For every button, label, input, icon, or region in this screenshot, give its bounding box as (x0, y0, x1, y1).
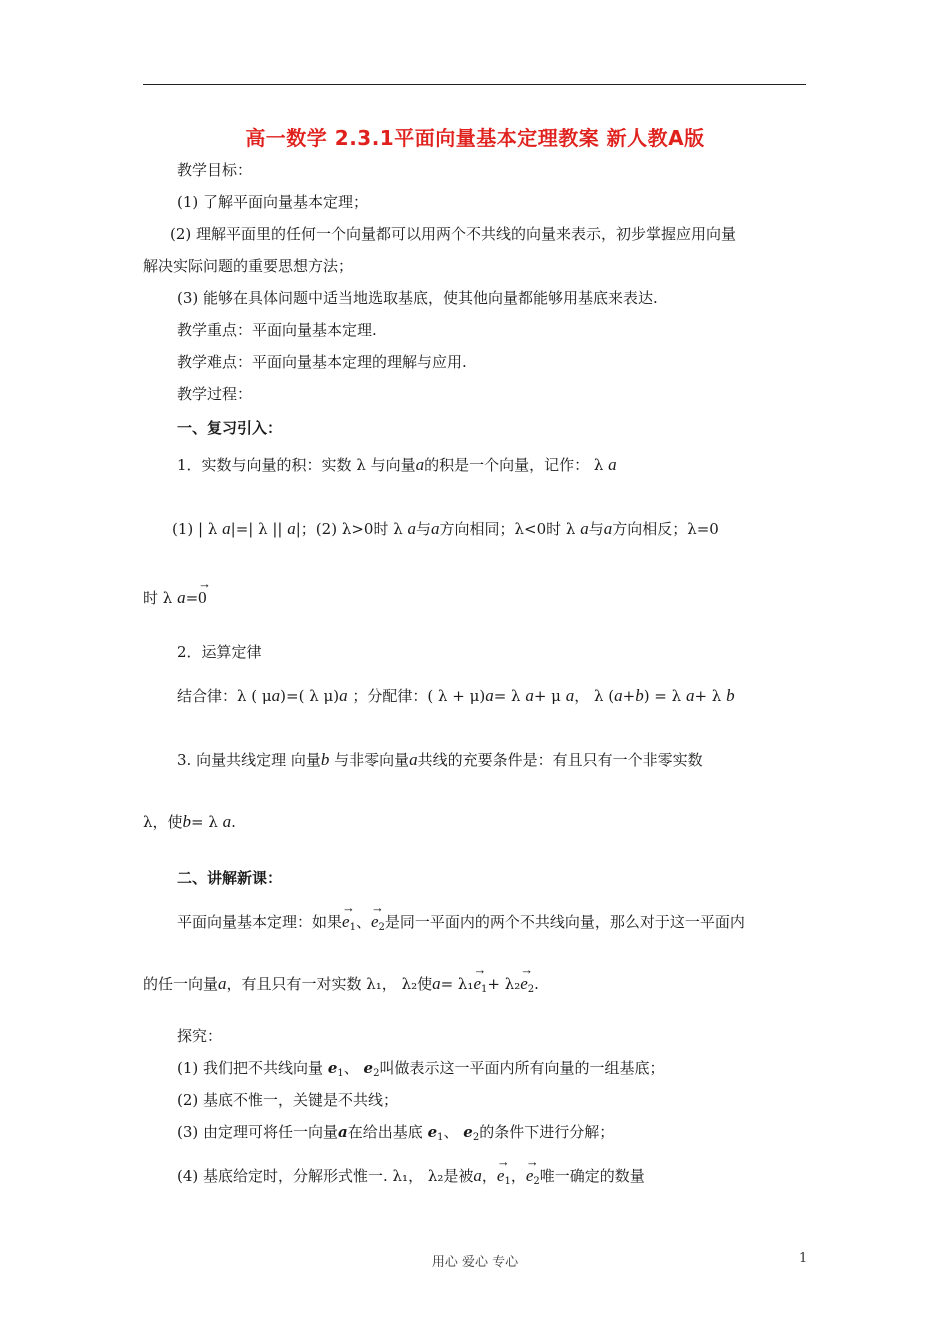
props-text: |=| λ || (230, 520, 288, 538)
law-text: ， λ ( (574, 687, 615, 705)
vector-e1: e (327, 1059, 338, 1077)
explore-text: 唯一确定的数量 (539, 1167, 645, 1185)
props-text: 与 (416, 520, 432, 538)
vector-a: a (431, 519, 440, 538)
theorem-text: . (534, 975, 539, 993)
page-number: 1 (799, 1251, 808, 1266)
item1-props-line2: 时 λ a=→ 0 (143, 588, 207, 608)
item3-text: 3. 向量共线定理 向量 (177, 751, 321, 769)
key-point: 教学重点：平面向量基本定理. (177, 321, 377, 339)
vector-a: a (580, 519, 589, 538)
item3-text: . (231, 813, 236, 831)
props-text: 方向相反；λ=0 (612, 520, 719, 538)
vector-e2: → e (520, 974, 528, 994)
explore-4 (177, 1166, 645, 1192)
subscript: 1 (437, 1132, 444, 1143)
theorem-text: = λ₁ (440, 975, 474, 993)
vector-e1: → e (473, 974, 481, 994)
explore-heading: 探究： (177, 1027, 223, 1045)
explore-text: 在给出基底 (347, 1123, 423, 1141)
vector-b: b (320, 750, 330, 769)
law-text: 结合律：λ ( μ (177, 687, 272, 705)
item2-heading: 2．运算定律 (177, 643, 262, 661)
vector-e2: e (463, 1123, 473, 1141)
explore-3 (177, 1122, 614, 1148)
vector-a: a (415, 455, 425, 474)
subscript: 2 (378, 922, 385, 933)
explore-text: 、 (443, 1123, 459, 1141)
law-text: )=( λ μ) (280, 687, 340, 705)
vector-e1: e (427, 1123, 438, 1141)
objective-2: (2) 理解平面里的任何一个向量都可以用两个不共线的向量来表示，初步掌握应用向量 (170, 225, 737, 243)
law-text: + λ (694, 687, 722, 705)
vector-a: a (565, 686, 575, 705)
item1-line (177, 455, 617, 475)
vector-a: a (473, 1166, 482, 1185)
item3-text: = λ (191, 813, 218, 831)
theorem-text: 的任一向量 (143, 975, 219, 993)
vector-a: a (222, 812, 232, 831)
vector-e1: → e (342, 912, 350, 932)
process-heading: 教学过程： (177, 385, 253, 403)
subscript: 1 (504, 1176, 511, 1187)
section1-heading: 一、复习引入： (177, 419, 283, 437)
vector-a: a (608, 455, 617, 474)
document-title: 高一数学 2.3.1平面向量基本定理教案 新人教A版 (245, 126, 705, 150)
zero-vector: → 0 (198, 588, 207, 608)
subscript: 1 (349, 922, 356, 933)
subscript: 2 (527, 984, 535, 995)
theorem-text: ，有且只有一对实数 λ₁， λ₂使 (226, 975, 433, 993)
item3-line2 (143, 812, 236, 832)
subscript: 2 (373, 1068, 380, 1079)
item1-props-line (172, 519, 719, 539)
explore-text: ， (510, 1167, 526, 1185)
vector-a: a (614, 686, 623, 705)
theorem-text: 是同一平面内的两个不共线向量，那么对于这一平面内 (384, 913, 745, 931)
objective-1: (1) 了解平面向量基本定理； (177, 193, 369, 211)
props-text: |；(2) λ>0时 λ (295, 520, 403, 538)
explore-text: 的条件下进行分解； (479, 1123, 615, 1141)
explore-2: (2) 基底不惟一，关键是不共线； (177, 1091, 399, 1109)
item1-text: 1．实数与向量的积：实数 λ 与向量 (177, 456, 416, 474)
vector-a: a (525, 686, 534, 705)
objective-3: (3) 能够在具体问题中适当地选取基底，使其他向量都能够用基底来表达. (177, 289, 658, 307)
item3-line (177, 750, 703, 770)
theorem-text: 、 (355, 913, 371, 931)
vector-b: b (635, 686, 644, 705)
item3-text: 与非零向量 (334, 751, 410, 769)
props-text: 与 (588, 520, 604, 538)
page-footer: 用心 爱心 专心 (431, 1255, 519, 1270)
props-text: 方向相同；λ<0时 λ (439, 520, 576, 538)
subscript: 1 (481, 984, 488, 995)
explore-text: 、 (343, 1059, 359, 1077)
explore-1 (177, 1058, 664, 1084)
vector-a: a (485, 686, 494, 705)
item3-text: 共线的充要条件是：有且只有一个非零实数 (417, 751, 703, 769)
item1-text2: 的积是一个向量，记作： λ (424, 456, 604, 474)
subscript: 1 (337, 1068, 344, 1079)
subscript: 2 (533, 1176, 540, 1187)
vector-b: b (182, 812, 192, 831)
vector-e1: → e (497, 1166, 505, 1186)
theorem-line (177, 912, 745, 938)
theorem-text: 平面向量基本定理：如果 (177, 913, 343, 931)
explore-text: ， (481, 1167, 497, 1185)
objective-2-cont: 解决实际问题的重要思想方法； (143, 257, 354, 275)
law-text: + (622, 687, 636, 705)
item3-text: λ，使 (143, 813, 183, 831)
vector-a: a (287, 519, 296, 538)
vector-a: a (339, 686, 348, 705)
vector-e2: → e (526, 1166, 534, 1186)
explore-text: 叫做表示这一平面内所有向量的一组基底； (379, 1059, 665, 1077)
law-text: = λ (493, 687, 521, 705)
explore-text: (1) 我们把不共线向量 (177, 1059, 324, 1077)
vector-b: b (726, 686, 735, 705)
vector-a: a (432, 974, 441, 993)
vector-a: a (407, 519, 416, 538)
header-rule (143, 84, 806, 85)
props-text: (1) | λ (172, 520, 218, 538)
section2-heading: 二、讲解新课： (177, 869, 283, 887)
vector-a: a (409, 750, 418, 769)
vector-e2: e (363, 1059, 374, 1077)
law-text: + μ (533, 687, 561, 705)
objectives-heading: 教学目标： (177, 161, 253, 179)
props-text: 时 λ (143, 589, 173, 607)
theorem-line2 (143, 974, 539, 1000)
explore-text: (3) 由定理可将任一向量 (177, 1123, 339, 1141)
explore-text: (4) 基底给定时，分解形式惟一. λ₁， λ₂是被 (177, 1167, 474, 1185)
vector-e2: → e (371, 912, 379, 932)
law-text: ) = λ (643, 687, 682, 705)
vector-a: a (603, 519, 613, 538)
vector-a: a (685, 686, 695, 705)
vector-a: a (222, 519, 231, 538)
difficulty: 教学难点：平面向量基本定理的理解与应用. (177, 353, 467, 371)
subscript: 2 (472, 1132, 480, 1143)
law-text: ；分配律：( λ + μ) (352, 687, 486, 705)
vector-a: a (271, 686, 281, 705)
vector-a: a (338, 1123, 348, 1141)
vector-a: a (218, 974, 227, 993)
theorem-text: + λ₂ (487, 975, 521, 993)
laws-line (177, 686, 735, 706)
vector-a: a (177, 588, 186, 607)
